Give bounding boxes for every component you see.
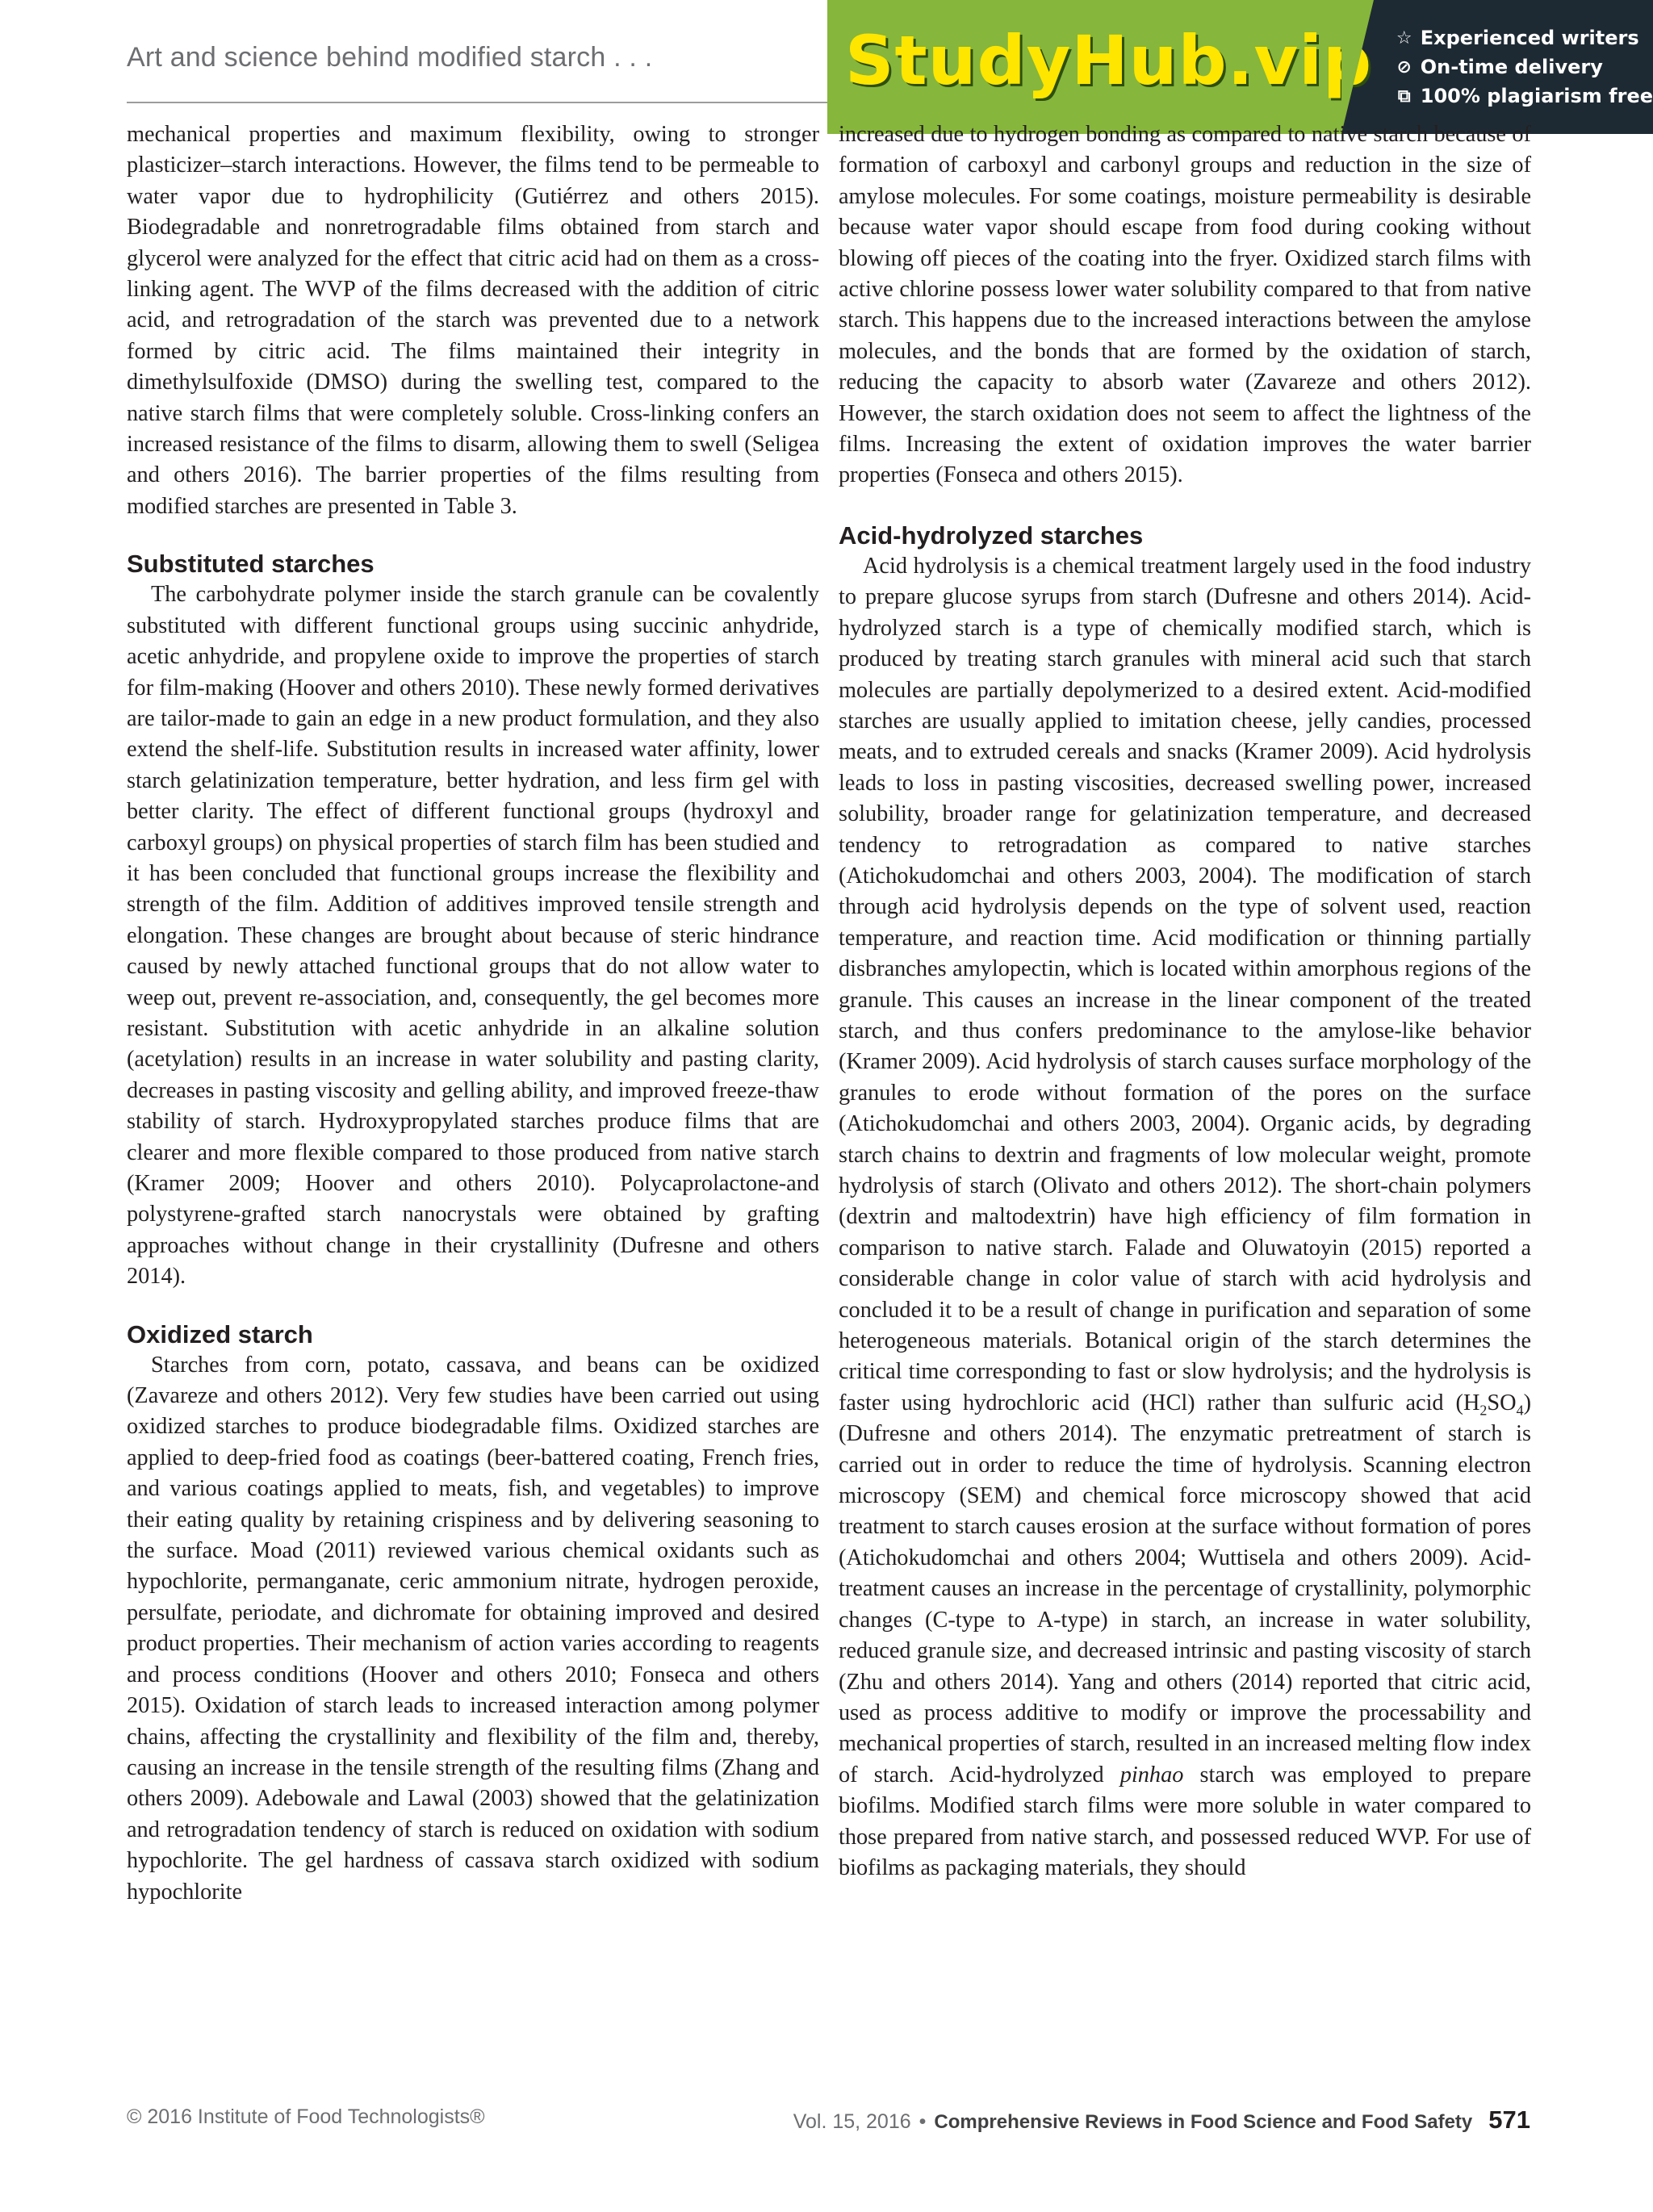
feature-label: On-time delivery	[1420, 56, 1603, 78]
feature-label: 100% plagiarism free	[1420, 85, 1653, 107]
banner-features-panel	[1341, 0, 1653, 134]
feature-experienced-writers	[1395, 27, 1653, 49]
text-run: starch was employed to prepare biofilms. Modified starch films were more soluble in water compared to those prepared from native starch, and possessed reduced WVP. For use of biofilms as packaging materials, they should	[839, 1762, 1532, 1880]
section-heading-substituted: Substituted starches	[127, 550, 375, 579]
subscript: 4	[1516, 1402, 1524, 1419]
paragraph-substituted: The carbohydrate polymer inside the starch granule can be covalently substituted with different functional groups using succinic anhydride, acetic anhydride, and propylene oxide to improve the properties of starch for film-making (Hoover and others 2010). These newly formed derivatives are tailor-made to gain an edge in a new product formulation, and they also extend the shelf-life. Substitution results in increased water affinity, lower starch gelatinization temperature, better hydration, and less firm gel with better clarity. The effect of different functional groups (hydroxyl and carboxyl groups) on physical properties of starch film has been studied and it has been concluded that functional groups increase the flexibility and strength of the film. Addition of additives improved tensile strength and elongation. These changes are brought about because of steric hindrance caused by newly attached functional groups that do not allow water to weep out, prevent re-association, and, consequently, the gel becomes more resistant. Substitution with acetic anhydride in an alkaline solution (acetylation) results in an increase in water solubility and pasting clarity, decreases in pasting viscosity and gelling ability, and improved freeze-thaw stability of starch. Hydroxypropylated starches produce films that are clearer and more flexible compared to those produced from native starch (Kramer 2009; Hoover and others 2010). Polycaprolactone-and polystyrene-grafted starch nanocrystals were obtained by grafting approaches without change in their crystallinity (Dufresne and others 2014).	[127, 582, 819, 1290]
feature-on-time-delivery	[1395, 56, 1653, 78]
banner-brand-panel	[827, 0, 1373, 134]
footer-bullet: •	[919, 2110, 927, 2133]
footer-copyright: © 2016 Institute of Food Technologists®	[127, 2105, 485, 2128]
text-run: SO	[1487, 1390, 1517, 1415]
feature-label: Experienced writers	[1420, 27, 1639, 49]
footer-citation	[793, 2105, 1530, 2135]
clock-icon: ⊘	[1396, 56, 1412, 77]
footer-volume: Vol. 15, 2016	[793, 2110, 911, 2133]
left-column	[127, 119, 819, 1908]
paragraph-acid-hydrolyzed	[839, 551, 1531, 1884]
italic-term: pinhao	[1119, 1762, 1184, 1788]
page-number: 571	[1488, 2105, 1530, 2134]
section-heading-oxidized: Oxidized starch	[127, 1319, 313, 1349]
right-column	[839, 119, 1531, 1884]
running-head: Art and science behind modified starch . . .	[127, 42, 653, 73]
section-heading-acid-hydrolyzed: Acid-hydrolyzed starches	[839, 521, 1144, 550]
studyhub-banner[interactable]	[827, 0, 1653, 134]
text-run: Acid hydrolysis is a chemical treatment largely used in the food industry to prepare glucose syrups from starch (Dufresne and others 2014). Acid-hydrolyzed starch is a type of chemically modified starch, which is produced by treating starch granules with mineral acid such that starch molecules are partially depolymerized to a desired extent. Acid-modified starches are usually applied to imitation cheese, jelly candies, processed meats, and to extruded cereals and snacks (Kramer 2009). Acid hydrolysis leads to loss in pasting viscosities, decreased swelling power, increased solubility, broader range for gelatinization temperature, and decreased tendency to retrogradation as compared to native starches (Atichokudomchai and others 2003, 2004). The modification of starch through acid hydrolysis depends on the type of solvent used, reaction temperature, and reaction time. Acid modification or thinning partially disbranches amylopectin, which is located within amorphous regions of the granule. This causes an increase in the linear component of the treated starch, and thus confers predominance to the amylose-like behavior (Kramer 2009). Acid hydrolysis of starch causes surface morphology of the granules to erode without formation of the pores on the surface (Atichokudomchai and others 2003, 2004). Organic acids, by degrading starch chains to dextrin and fragments of low molecular weight, promote hydrolysis of starch (Olivato and others 2012). The short-chain polymers (dextrin and maltodextrin) have high efficiency of film formation in comparison to native starch. Falade and Oluwatoyin (2015) reported a considerable change in color value of starch with acid hydrolysis and concluded it to be a result of change in purification and separation of some heterogeneous materials. Botanical origin of the starch determines the critical time corresponding to fast or slow hydrolysis; and the hydrolysis is faster using hydrochloric acid (HCl) rather than sulfuric acid (H	[839, 553, 1531, 1415]
copy-icon: ⧉	[1397, 86, 1411, 107]
star-icon: ☆	[1396, 27, 1412, 48]
text-run: ) (Dufresne and others 2014). The enzymatic pretreatment of starch is carried out in order to reduce the time of hydrolysis. Scanning electron microscopy (SEM) and chemical force microscopy showed that acid treatment to starch causes erosion at the surface without formation of pores (Atichokudomchai and others 2004; Wuttisela and others 2009). Acid-treatment causes an increase in the percentage of crystallinity, polymorphic changes (C-type to A-type) in starch, an increase in water solubility, reduced granule size, and decreased intrinsic and pasting viscosity of starch (Zhu and others 2014). Yang and others (2014) reported that citric acid, used as process additive to modify or improve the processability and mechanical properties of starch, resulted in an increased melting flow index of starch. Acid-hydrolyzed	[839, 1390, 1531, 1788]
footer-journal: Comprehensive Reviews in Food Science and Food Safety	[934, 2111, 1473, 2133]
brand-logo: StudyHub.vip	[845, 21, 1373, 100]
paragraph-oxidized-continued: increased due to hydrogen bonding as compared to native starch because of formation of carboxyl and carbonyl groups and reduction in the size of amylose molecules. For some coatings, moisture permeability is desirable because water vapor should escape from food during cooking without blowing off pieces of the coating into the fryer. Oxidized starch films with active chlorine possess lower water solubility compared to that from native starch. This happens due to the increased interactions between the amylose molecules, and the bonds that are formed by the oxidation of starch, reducing the capacity to absorb water (Zavareze and others 2012). However, the starch oxidation does not seem to affect the lightness of the films. Increasing the extent of oxidation improves the water barrier properties (Fonseca and others 2015).	[839, 122, 1531, 488]
subscript: 2	[1479, 1402, 1488, 1419]
paragraph-intro: mechanical properties and maximum flexibility, owing to stronger plasticizer–starch interactions. However, the films tend to be permeable to water vapor due to hydrophilicity (Gutiérrez and others 2015). Biodegradable and nonretrogradable films obtained from starch and glycerol were analyzed for the effect that citric acid had on them as a cross-linking agent. The WVP of the films decreased with the addition of citric acid, and retrogradation of the starch was prevented due to a network formed by citric acid. The films maintained their integrity in dimethylsulfoxide (DMSO) during the swelling test, compared to the native starch films that were completely soluble. Cross-linking confers an increased resistance of the films to disarm, allowing them to swell (Seligea and others 2016). The barrier properties of the films resulting from modified starches are presented in Table 3.	[127, 122, 819, 519]
paragraph-oxidized: Starches from corn, potato, cassava, and beans can be oxidized (Zavareze and others 2012). Very few studies have been carried out using oxidized starches to produce biodegradable films. Oxidized starches are applied to deep-fried food as coatings (beer-battered coating, French fries, and various coatings applied to meats, fish, and vegetables) to improve their eating quality by retaining crispiness and by delivering seasoning to the surface. Moad (2011) reviewed various chemical oxidants such as hypochlorite, permanganate, ceric ammonium nitrate, hydrogen peroxide, persulfate, periodate, and dichromate for obtaining improved and desired product properties. Their mechanism of action varies according to reagents and process conditions (Hoover and others 2010; Fonseca and others 2015). Oxidation of starch leads to increased interaction among polymer chains, affecting the crystallinity and flexibility of the film and, thereby, causing an increase in the tensile strength of the resulting films (Zhang and others 2009). Adebowale and Lawal (2003) showed that the gelatinization and retrogradation tendency of starch is reduced on oxidation with sodium hypochlorite. The gel hardness of cassava starch oxidized with sodium hypochlorite	[127, 1352, 819, 1905]
feature-plagiarism-free	[1395, 85, 1653, 107]
